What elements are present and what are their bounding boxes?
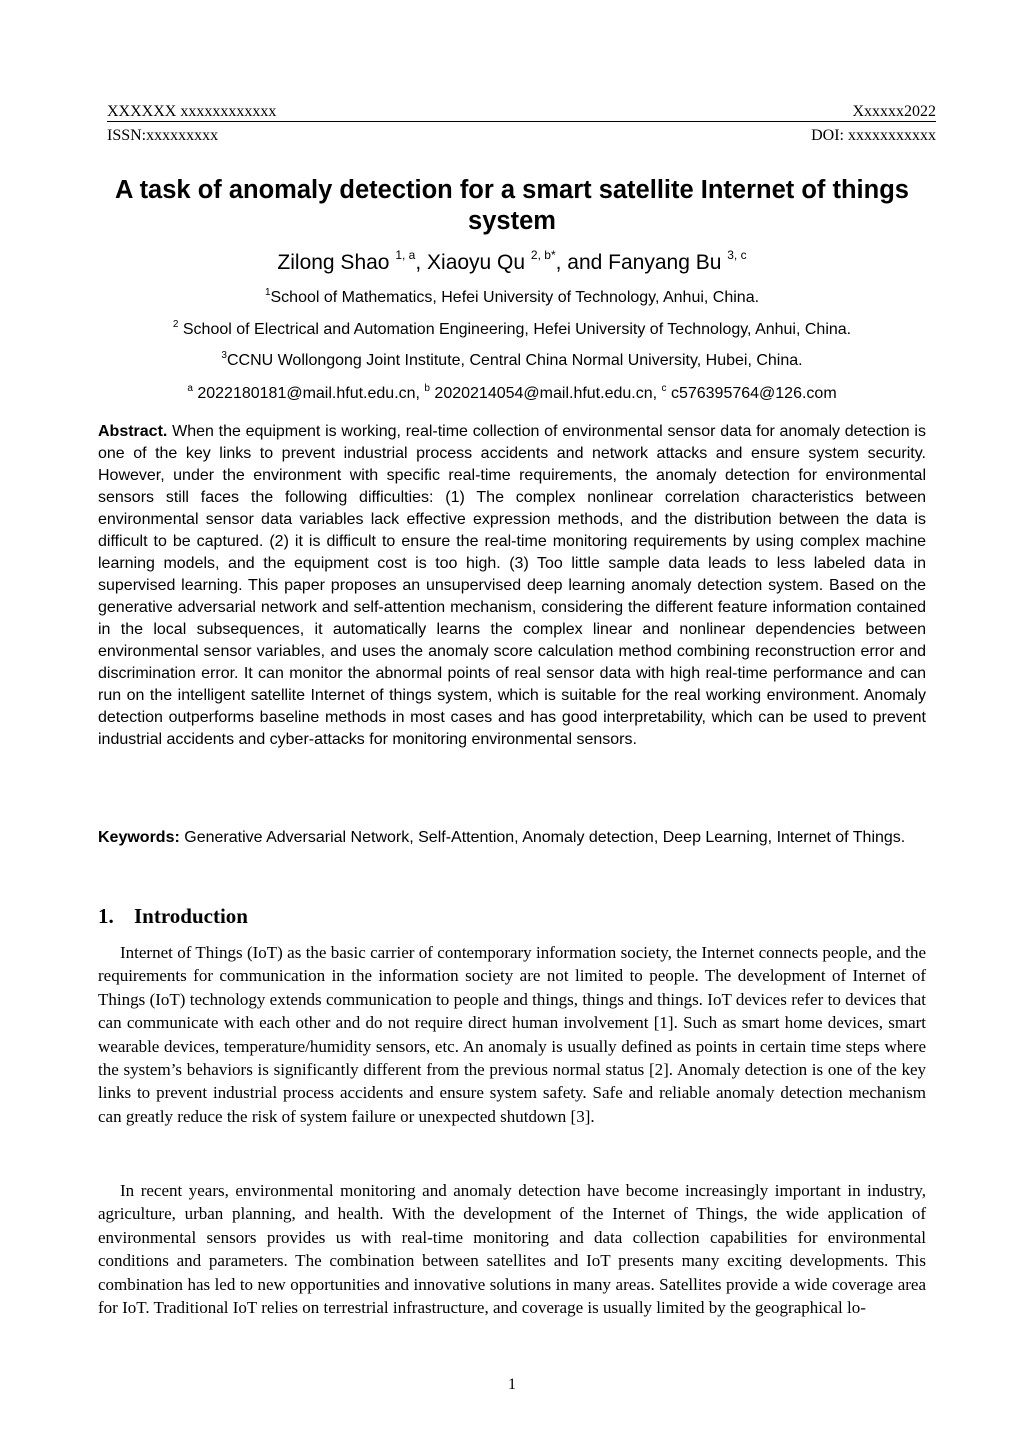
email-mark: b — [424, 383, 430, 394]
header-rule — [107, 121, 936, 122]
body-paragraph: In recent years, environmental monitoring and anomaly detection have become increasingly important in industry, agriculture, urban planning, and health. With the development of the Internet of Things, the wide application of environmental sensors provides us with real-time monitoring and data collection capabilities for environmental conditions and parameters. The combination between satellites and IoT presents many exciting developments. This combination has led to new opportunities and innovative solutions in many areas. Satellites provide a wide coverage area for IoT. Traditional IoT relies on terrestrial infrastructure, and coverage is usually limited by the geographical lo- — [98, 1181, 926, 1318]
author-affiliation-mark: 2, b* — [530, 248, 556, 262]
email-address: c576395764@126.com — [666, 385, 837, 402]
section-heading — [98, 903, 248, 929]
email-mark: c — [661, 383, 667, 394]
email-mark: a — [187, 383, 193, 394]
abstract-label: Abstract. — [98, 423, 168, 440]
running-header-top — [107, 103, 936, 121]
affiliation — [96, 351, 928, 371]
affiliation-mark: 1 — [264, 287, 271, 298]
affiliation — [96, 288, 928, 308]
keywords — [98, 827, 926, 849]
journal-name: XXXXXX xxxxxxxxxxxx — [107, 103, 277, 120]
author-separator: , and — [555, 251, 609, 274]
section-number: 1. — [98, 904, 114, 928]
author-name: Fanyang Bu — [608, 251, 722, 274]
journal-year: Xxxxxx2022 — [852, 103, 936, 120]
author-name: Zilong Shao — [277, 251, 390, 274]
author-affiliation-mark: 3, c — [727, 248, 747, 262]
affiliation-text: School of Electrical and Automation Engineering, Hefei University of Technology, Anhui, China. — [178, 321, 852, 338]
body-paragraph: Internet of Things (IoT) as the basic carrier of contemporary information society, the Internet connects people, and the requirements for communication in the information society are not limited to people. The development of Internet of Things (IoT) technology extends communication to people and things, things and things. IoT devices refer to devices that can communicate with each other and do not require direct human involvement [1]. Such as smart home devices, smart wearable devices, temperature/humidity sensors, etc. An anomaly is usually defined as points in certain time steps where the system’s behaviors is significantly different from the previous normal status [2]. Anomaly detection is one of the key links to prevent industrial process accidents and ensure system safety. Safe and reliable anomaly detection mechanism can greatly reduce the risk of system failure or unexpected shutdown [3]. — [98, 943, 926, 1126]
affiliation-mark: 2 — [172, 319, 179, 330]
author-affiliation-mark: 1, a — [395, 248, 416, 262]
page-number: 1 — [508, 1376, 516, 1393]
abstract — [98, 421, 926, 751]
email-line — [96, 384, 928, 404]
abstract-text: When the equipment is working, real-time collection of environmental sensor data for anomaly detection is one of the key links to prevent industrial process accidents and network attacks and ensure system security. However, under the environment with specific real-time requirements, the anomaly detection for environmental sensors still faces the following difficulties: (1) The complex nonlinear correlation characteristics between environmental sensor data variables lack effective expression methods, and the distribution between the data is difficult to be captured. (2) it is difficult to ensure the real-time monitoring requirements by using complex machine learning models, and the equipment cost is too high. (3) Too little sample data leads to less labeled data in supervised learning. This paper proposes an unsupervised deep learning anomaly detection system. Based on the generative adversarial network and self-attention mechanism, considering the different feature information contained in the local subsequences, it automatically learns the complex linear and nonlinear dependencies between environmental sensor variables, and uses the anomaly score calculation method combining reconstruction error and discrimination error. It can monitor the abnormal points of real sensor data with high real-time performance and can run on the intelligent satellite Internet of things system, which is suitable for the real working environment. Anomaly detection outperforms baseline methods in most cases and has good interpretability, which can be used to prevent industrial accidents and cyber-attacks for monitoring environmental sensors. — [98, 423, 926, 748]
author-separator: , — [415, 251, 428, 274]
affiliation — [96, 320, 928, 340]
email-address: 2020214054@mail.hfut.edu.cn, — [429, 385, 662, 402]
author-name: Xiaoyu Qu — [427, 251, 526, 274]
keywords-text: Generative Adversarial Network, Self-Attention, Anomaly detection, Deep Learning, Internet of Things. — [184, 829, 906, 846]
section-title: Introduction — [134, 904, 248, 928]
affiliation-text: CCNU Wollongong Joint Institute, Central China Normal University, Hubei, China. — [226, 352, 803, 369]
doi: DOI: xxxxxxxxxxx — [811, 127, 936, 144]
affiliation-mark: 3 — [221, 350, 227, 361]
author-list — [96, 249, 928, 277]
issn: ISSN:xxxxxxxxx — [107, 127, 219, 144]
email-address: 2022180181@mail.hfut.edu.cn, — [192, 385, 425, 402]
keywords-label: Keywords: — [98, 829, 180, 846]
running-header-bottom — [107, 127, 936, 145]
affiliation-text: School of Mathematics, Hefei University of Technology, Anhui, China. — [270, 289, 760, 306]
paper-title: A task of anomaly detection for a smart satellite Internet of things system — [115, 176, 909, 235]
